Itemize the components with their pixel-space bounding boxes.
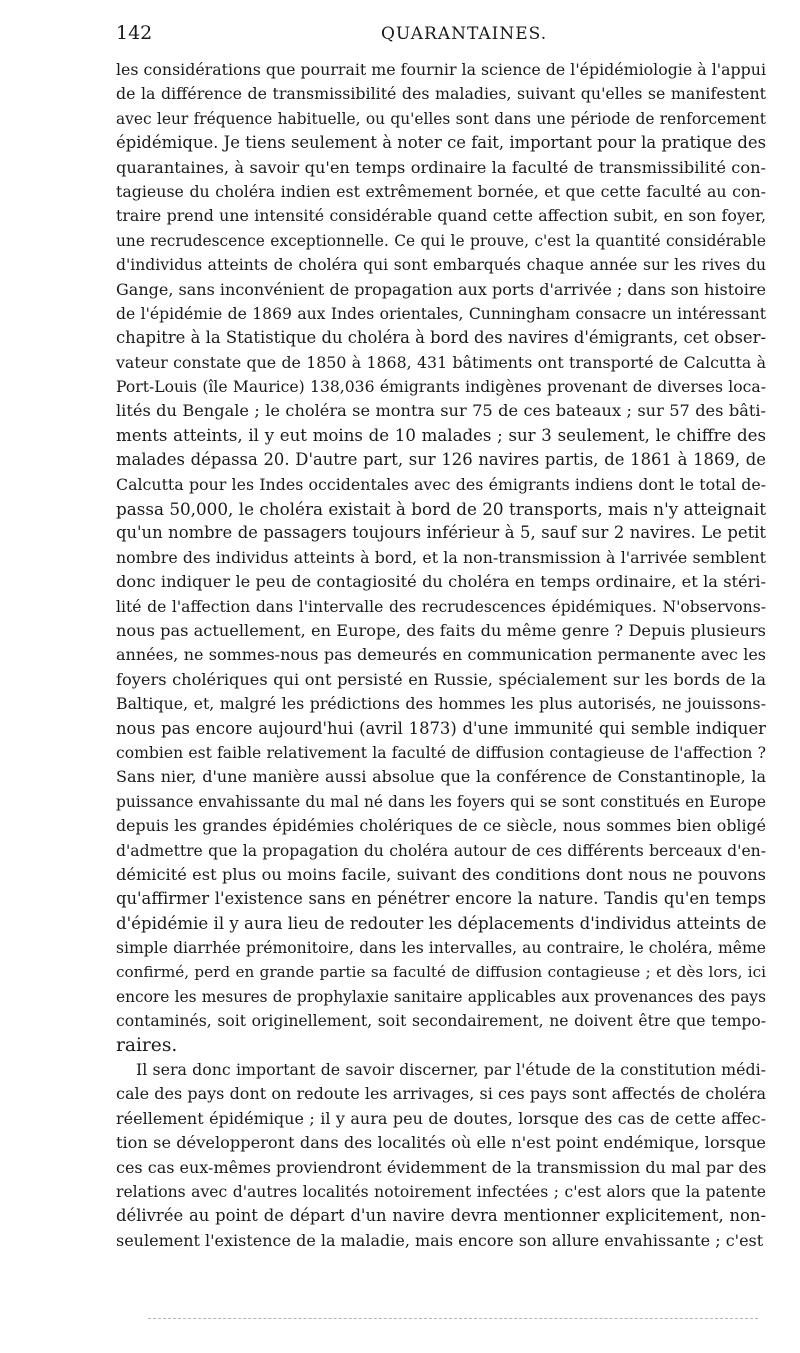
text-line: relations avec d'autres localités notoirement infectées ; c'est alors que la patente [116,1182,766,1201]
text-line: foyers cholériques qui ont persisté en Russie, spécialement sur les bords de la [116,669,766,689]
text-line: Gange, sans inconvénient de propagation aux ports d'arrivée ; dans son histoire [116,279,766,299]
text-line: lités du Bengale ; le choléra se montra sur 75 de ces bateaux ; sur 57 des bâti- [116,401,766,421]
text-line: qu'affirmer l'existence sans en pénétrer encore la nature. Tandis qu'en temps [116,889,766,909]
text-line: raires. [116,1034,178,1056]
text-line: nous pas actuellement, en Europe, des faits du même genre ? Depuis plusieurs [116,620,766,640]
text-line: épidémique. Je tiens seulement à noter ce fait, important pour la pratique des [116,133,766,153]
running-title: QUARANTAINES. [381,24,548,44]
page-header [116,22,766,50]
text-line: les considérations que pourrait me fournir la science de l'épidémiologie à l'appui [116,60,766,79]
text-line: réellement épidémique ; il y aura peu de doutes, lorsque des cas de cette affec- [116,1108,766,1128]
text-line: d'admettre que la propagation du choléra autour de ces différents berceaux d'en- [116,841,766,860]
text-line: années, ne sommes-nous pas demeurés en communication permanente avec les [116,645,766,665]
text-line: démicité est plus ou moins facile, suivant des conditions dont nous ne pouvons [116,864,766,884]
text-line: ces cas eux-mêmes proviendront évidemment de la transmission du mal par des [116,1157,767,1177]
text-line: nombre des individus atteints à bord, et la non-transmission à l'arrivée semblent [116,547,766,567]
text-line: ments atteints, il y eut moins de 10 malades ; sur 3 seulement, le chiffre des [116,425,766,445]
text-line: une recrudescence exceptionnelle. Ce qui le prouve, c'est la quantité considérable [116,231,766,250]
text-line: Il sera donc important de savoir discerner, par l'étude de la constitution médi- [136,1060,766,1080]
text-line: Sans nier, d'une manière aussi absolue que la conférence de Constantinople, la [116,767,766,787]
text-line: cale des pays dont on redoute les arrivages, si ces pays sont affectés de choléra [116,1084,766,1104]
text-line: encore les mesures de prophylaxie sanitaire applicables aux provenances des pays [116,987,766,1006]
text-line: vateur constate que de 1850 à 1868, 431 bâtiments ont transporté de Calcutta à [116,352,766,372]
text-line: avec leur fréquence habituelle, ou qu'elles sont dans une période de renforcement [116,109,766,128]
page-number: 142 [116,22,153,44]
text-line: d'épidémie il y aura lieu de redouter les déplacements d'individus atteints de [116,913,767,933]
text-line: délivrée au point de départ d'un navire devra mentionner explicitement, non- [116,1206,766,1226]
paragraph [116,1058,766,1253]
text-line: passa 50,000, le choléra existait à bord de 20 transports, mais n'y atteignait [116,499,766,520]
text-line: malades dépassa 20. D'autre part, sur 126 navires partis, de 1861 à 1869, de [116,450,766,470]
text-line: de l'épidémie de 1869 aux Indes orientales, Cunningham consacre un intéressant [116,304,766,323]
text-line: tion se développeront dans des localités où elle n'est point endémique, lorsque [116,1133,766,1153]
text-line: simple diarrhée prémonitoire, dans les intervalles, au contraire, le choléra, même [116,939,766,958]
text-line: tagieuse du choléra indien est extrêmement bornée, et que cette faculté au con- [116,181,766,201]
text-line: lité de l'affection dans l'intervalle des recrudescences épidémiques. N'observons- [116,597,766,616]
text-line: Calcutta pour les Indes occidentales avec des émigrants indiens dont le total de- [116,474,766,494]
text-line: d'individus atteints de choléra qui sont embarqués chaque année sur les rives du [116,256,766,275]
text-line: chapitre à la Statistique du choléra à bord des navires d'émigrants, cet obser- [116,328,766,348]
text-line: traire prend une intensité considérable quand cette affection subit, en son foyer, [116,206,766,226]
text-line: donc indiquer le peu de contagiosité du choléra en temps ordinaire, et la stéri- [116,572,766,592]
text-line: seulement l'existence de la maladie, mais encore son allure envahissante ; c'est [116,1230,764,1250]
text-line: qu'un nombre de passagers toujours inférieur à 5, sauf sur 2 navires. Le petit [116,523,766,543]
text-line: quarantaines, à savoir qu'en temps ordinaire la faculté de transmissibilité con- [116,157,766,177]
text-line: contaminés, soit originellement, soit secondairement, ne doivent être que tempo- [116,1012,766,1031]
text-line: Baltique, et, malgré les prédictions des hommes les plus autorisés, ne jouissons- [116,694,766,714]
text-line: de la différence de transmissibilité des maladies, suivant qu'elles se manifestent [116,84,766,104]
text-line: Port-Louis (île Maurice) 138,036 émigrants indigènes provenant de diverses loca- [116,378,766,397]
body-text [116,58,766,1253]
text-line: confirmé, perd en grande partie sa faculté de diffusion contagieuse ; et dès lors, ici [116,963,766,982]
text-line: puissance envahissante du mal né dans les foyers qui se sont constitués en Europe [116,792,766,811]
text-line: nous pas encore aujourd'hui (avril 1873) d'une immunité qui semble indiquer [116,718,766,738]
text-line: depuis les grandes épidémies cholériques de ce siècle, nous sommes bien obligé [116,816,766,836]
paragraph [116,58,766,1058]
footer-rule [148,1318,758,1319]
text-line: combien est faible relativement la faculté de diffusion contagieuse de l'affection ? [116,743,766,762]
